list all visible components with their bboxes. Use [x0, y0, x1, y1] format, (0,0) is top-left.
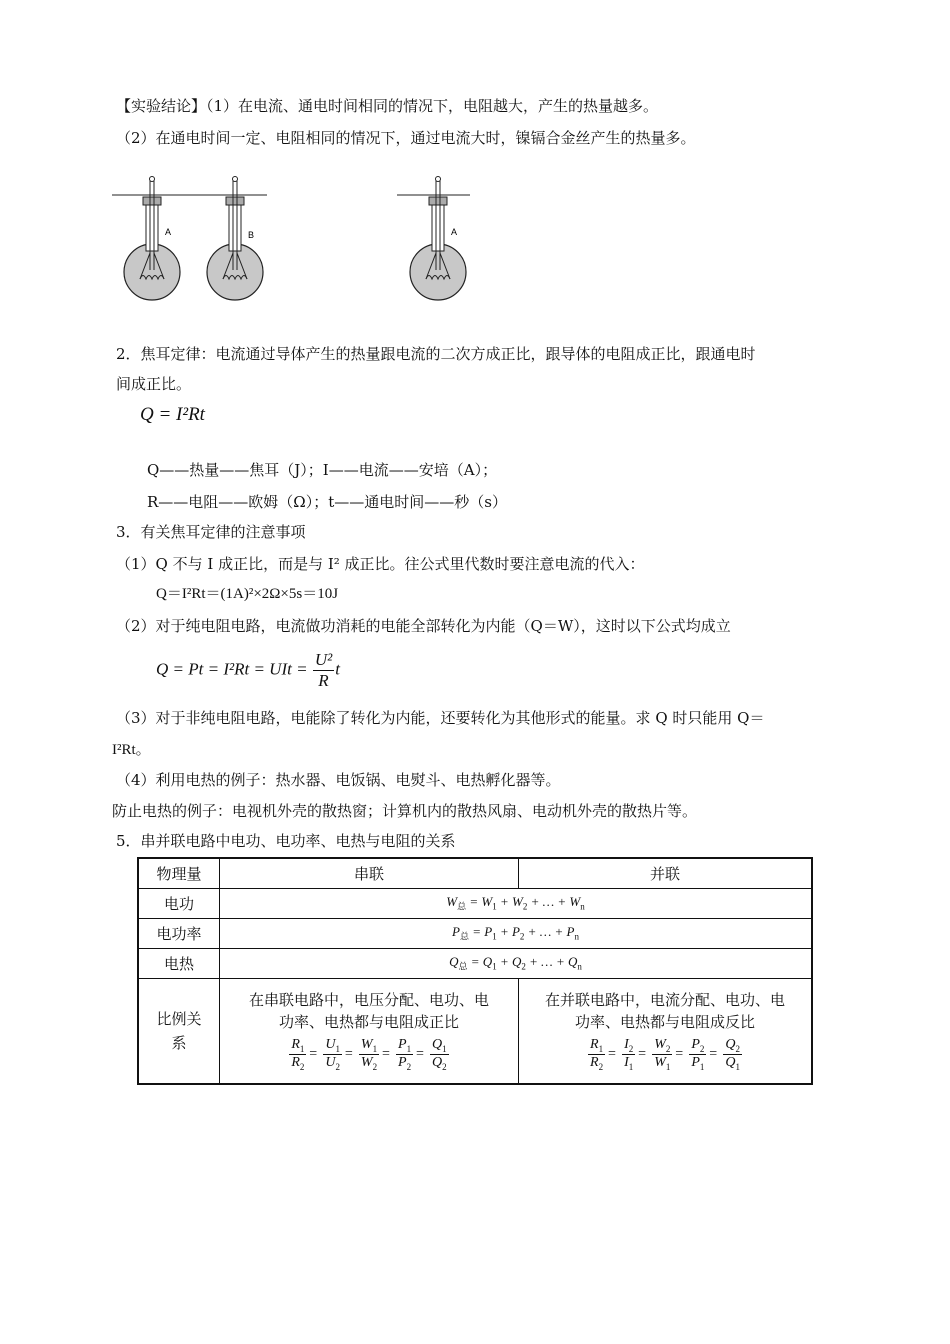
flask-experiment-figure — [112, 175, 492, 310]
table-row — [138, 888, 812, 918]
row-label-work: 电功 — [138, 888, 220, 918]
label-a1: A — [165, 227, 172, 237]
formula-fraction — [313, 650, 334, 691]
series-text-1: 在串联电路中，电压分配、电功、电 — [248, 991, 489, 1010]
table-row — [138, 918, 812, 948]
formula-power: $P_总 = P_1 + P_2$ + … + $P_n$ — [220, 918, 813, 948]
section2-line-2: 间成正比。 — [116, 375, 192, 393]
label-a2: A — [451, 227, 458, 237]
formula-work: $W_总 = W_1 + W_2$ + … + $W_n$ — [220, 888, 813, 918]
formula-left: Q = Pt = I²Rt = UIt = — [156, 659, 308, 679]
header-quantity: 物理量 — [138, 858, 220, 888]
section3-p4: （4）利用电热的例子：热水器、电饭锅、电熨斗、电热孵化器等。 — [116, 771, 561, 789]
series-ratio-cell — [220, 978, 519, 1084]
parallel-ratio-cell — [519, 978, 813, 1084]
header-series: 串联 — [220, 858, 519, 888]
section2-line-1: 2．焦耳定律：电流通过导体产生的热量跟电流的二次方成正比，跟导体的电阻成正比，跟通电时 — [116, 345, 756, 363]
formula-t: t — [335, 659, 340, 679]
section3-p2: （2）对于纯电阻电路，电流做功消耗的电能全部转化为内能（Q＝W），这时以下公式均成立 — [116, 617, 731, 635]
section3-title: 3．有关焦耳定律的注意事项 — [116, 523, 306, 541]
parallel-text-1: 在并联电路中，电流分配、电功、电 — [544, 991, 785, 1010]
table-row — [138, 978, 812, 1084]
section3-p5: 防止电热的例子：电视机外壳的散热窗；计算机内的散热风扇、电动机外壳的散热片等。 — [112, 802, 698, 820]
series-text-2: 功率、电热都与电阻成正比 — [278, 1013, 459, 1032]
conclusion-line-2: （2）在通电时间一定、电阻相同的情况下，通过电流大时，镍镉合金丝产生的热量多。 — [116, 129, 696, 147]
row-label-power: 电功率 — [138, 918, 220, 948]
section5-title: 5．串并联电路中电功、电功率、电热与电阻的关系 — [116, 832, 456, 850]
formula-denominator: R — [318, 671, 329, 690]
section3-p1: （1）Q 不与 I 成正比，而是与 I² 成正比。往公式里代数时要注意电流的代入： — [116, 555, 645, 573]
section3-p3-a: （3）对于非纯电阻电路，电能除了转化为内能，还要转化为其他形式的能量。求 Q 时只能用 Q＝ — [116, 709, 765, 727]
units-line-1: Q——热量——焦耳（J）；I——电流——安培（A）； — [147, 461, 498, 479]
row-label-ratio — [138, 978, 220, 1084]
section3-p1-example: Q＝I²Rt＝(1A)²×2Ω×5s＝10J — [156, 586, 339, 602]
section3-p3-b: I²Rt。 — [112, 742, 151, 758]
units-line-2: R——电阻——欧姆（Ω）；t——通电时间——秒（s） — [147, 493, 507, 511]
pure-resistance-formula — [156, 650, 340, 691]
formula-heat: $Q_总 = Q_1 + Q_2$ + … + $Q_n$ — [220, 948, 813, 978]
ratio-label: 比例关系 — [156, 1009, 202, 1052]
label-b: B — [248, 230, 255, 240]
parallel-text-2: 功率、电热都与电阻成反比 — [574, 1013, 755, 1032]
conclusion-line-1: 【实验结论】（1）在电流、通电时间相同的情况下，电阻越大，产生的热量越多。 — [116, 97, 659, 115]
header-parallel: 并联 — [519, 858, 813, 888]
relation-table — [137, 857, 813, 1085]
row-label-heat: 电热 — [138, 948, 220, 978]
joule-formula: Q = I²Rt — [140, 404, 205, 425]
series-ratio-formula: $\frac{R_1}{R_2}$ = $\frac{U_1}{U_2}$ = $\frac{W_1}{W_2}$ = $\frac{P_1}{P_2}$ = $\frac{Q_1}{Q_2}$ — [291, 1037, 447, 1073]
parallel-ratio-formula: $\frac{R_1}{R_2}$ = $\frac{I_2}{I_1}$ = $\frac{W_2}{W_1}$ = $\frac{P_2}{P_1}$ = $\frac{Q_2}{Q_1}$ — [590, 1037, 740, 1073]
table-row — [138, 948, 812, 978]
formula-numerator: U² — [314, 650, 333, 669]
